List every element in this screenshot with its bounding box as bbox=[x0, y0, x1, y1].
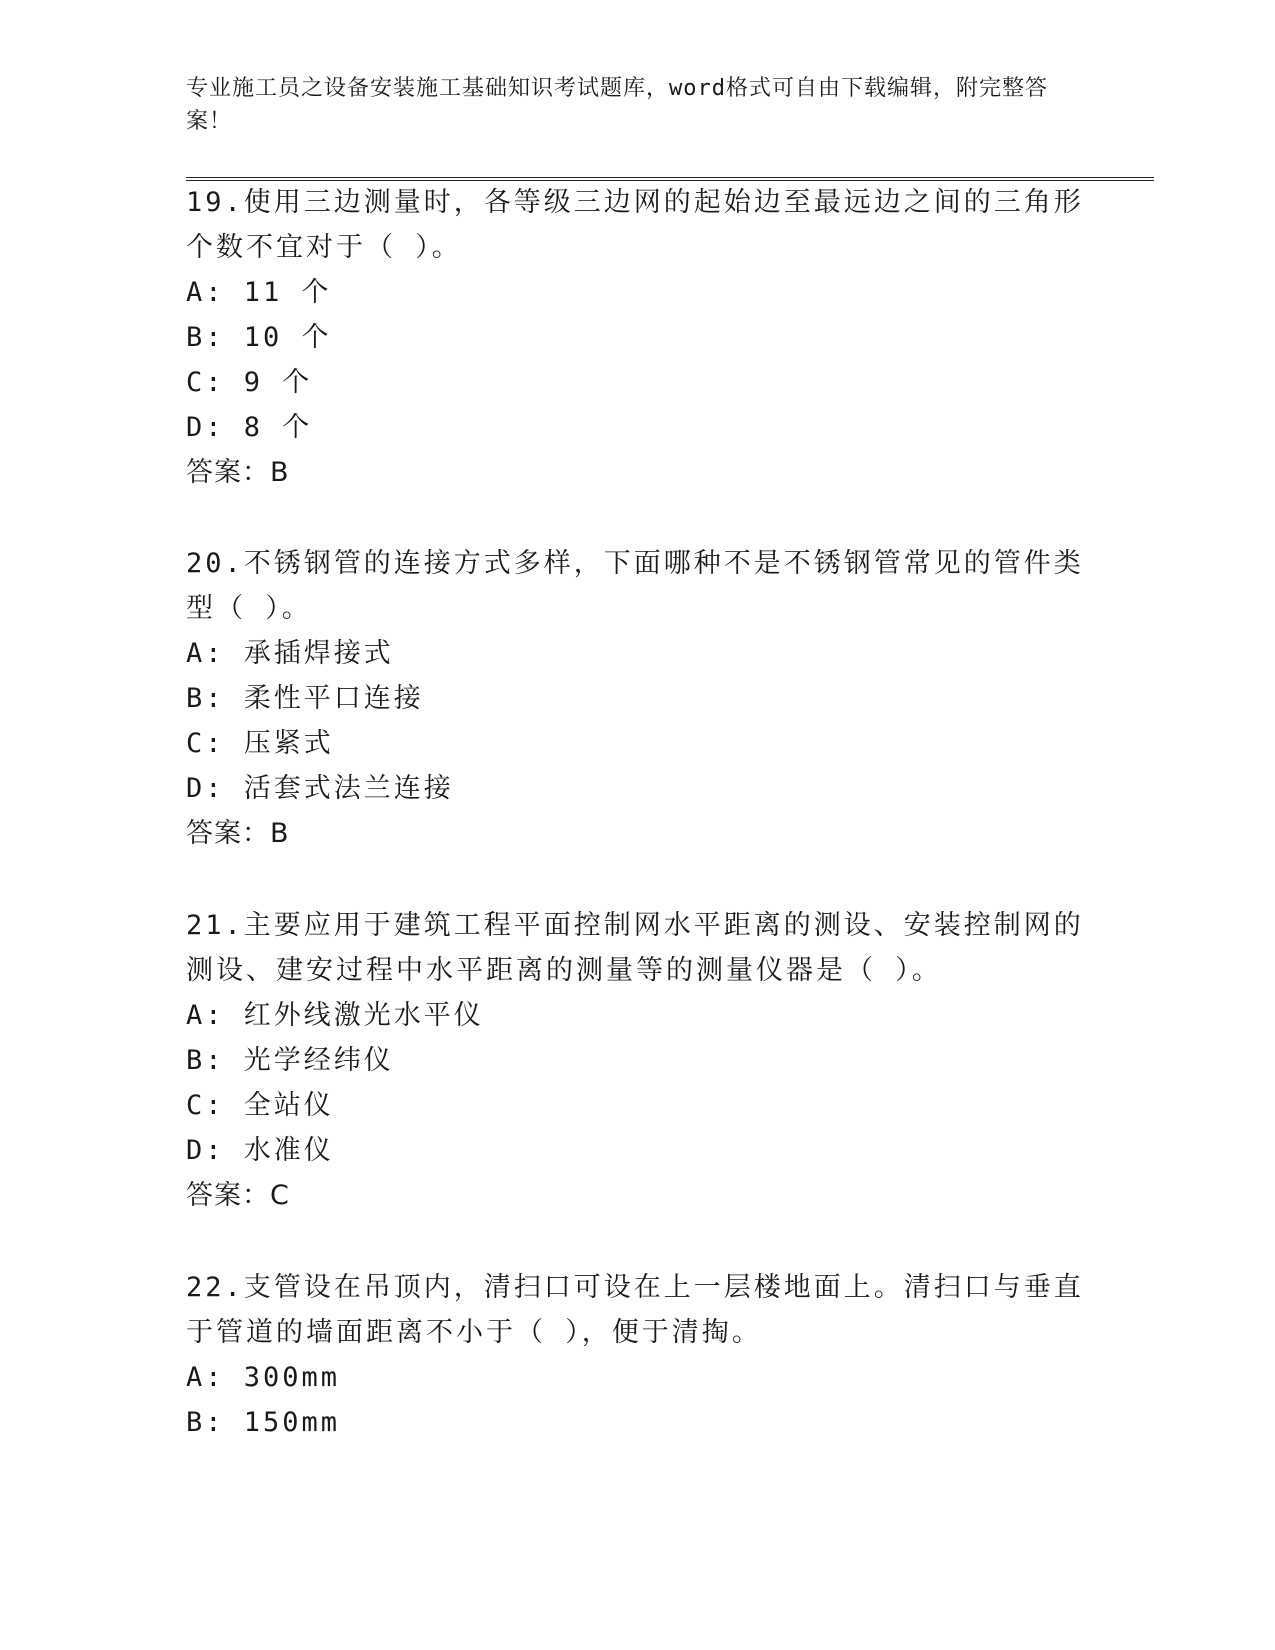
question-20 bbox=[186, 541, 1086, 856]
option-d: D: 8 个 bbox=[186, 412, 313, 443]
option-c: C: 压紧式 bbox=[186, 728, 334, 759]
option-b: B: 光学经纬仪 bbox=[186, 1045, 394, 1076]
document-header: 专业施工员之设备安装施工基础知识考试题库，word格式可自由下载编辑，附完整答案！ bbox=[186, 76, 1048, 134]
question-stem: 22.支管设在吊顶内，清扫口可设在上一层楼地面上。清扫口与垂直于管道的墙面距离不小于（ ），便于清掏。 bbox=[186, 1272, 1084, 1348]
option-a: A: 11 个 bbox=[186, 277, 332, 308]
answer: 答案：B bbox=[186, 818, 290, 849]
question-stem: 21.主要应用于建筑工程平面控制网水平距离的测设、安装控制网的测设、建安过程中水平距离的测量等的测量仪器是（ ）。 bbox=[186, 910, 1084, 986]
question-stem: 19.使用三边测量时，各等级三边网的起始边至最远边之间的三角形个数不宜对于（ ）。 bbox=[186, 187, 1084, 263]
question-stem: 20.不锈钢管的连接方式多样，下面哪种不是不锈钢管常见的管件类型（ ）。 bbox=[186, 548, 1084, 624]
option-b: B: 柔性平口连接 bbox=[186, 683, 424, 714]
option-d: D: 活套式法兰连接 bbox=[186, 773, 454, 804]
option-c: C: 全站仪 bbox=[186, 1090, 334, 1121]
question-21 bbox=[186, 903, 1086, 1218]
answer: 答案：C bbox=[186, 1180, 290, 1211]
question-22 bbox=[186, 1265, 1086, 1445]
option-b: B: 150mm bbox=[186, 1407, 341, 1438]
option-a: A: 红外线激光水平仪 bbox=[186, 1000, 484, 1031]
answer: 答案：B bbox=[186, 457, 290, 488]
option-a: A: 300mm bbox=[186, 1362, 341, 1393]
question-19 bbox=[186, 180, 1086, 495]
option-b: B: 10 个 bbox=[186, 322, 332, 353]
option-a: A: 承插焊接式 bbox=[186, 638, 394, 669]
option-c: C: 9 个 bbox=[186, 367, 313, 398]
option-d: D: 水准仪 bbox=[186, 1135, 334, 1166]
